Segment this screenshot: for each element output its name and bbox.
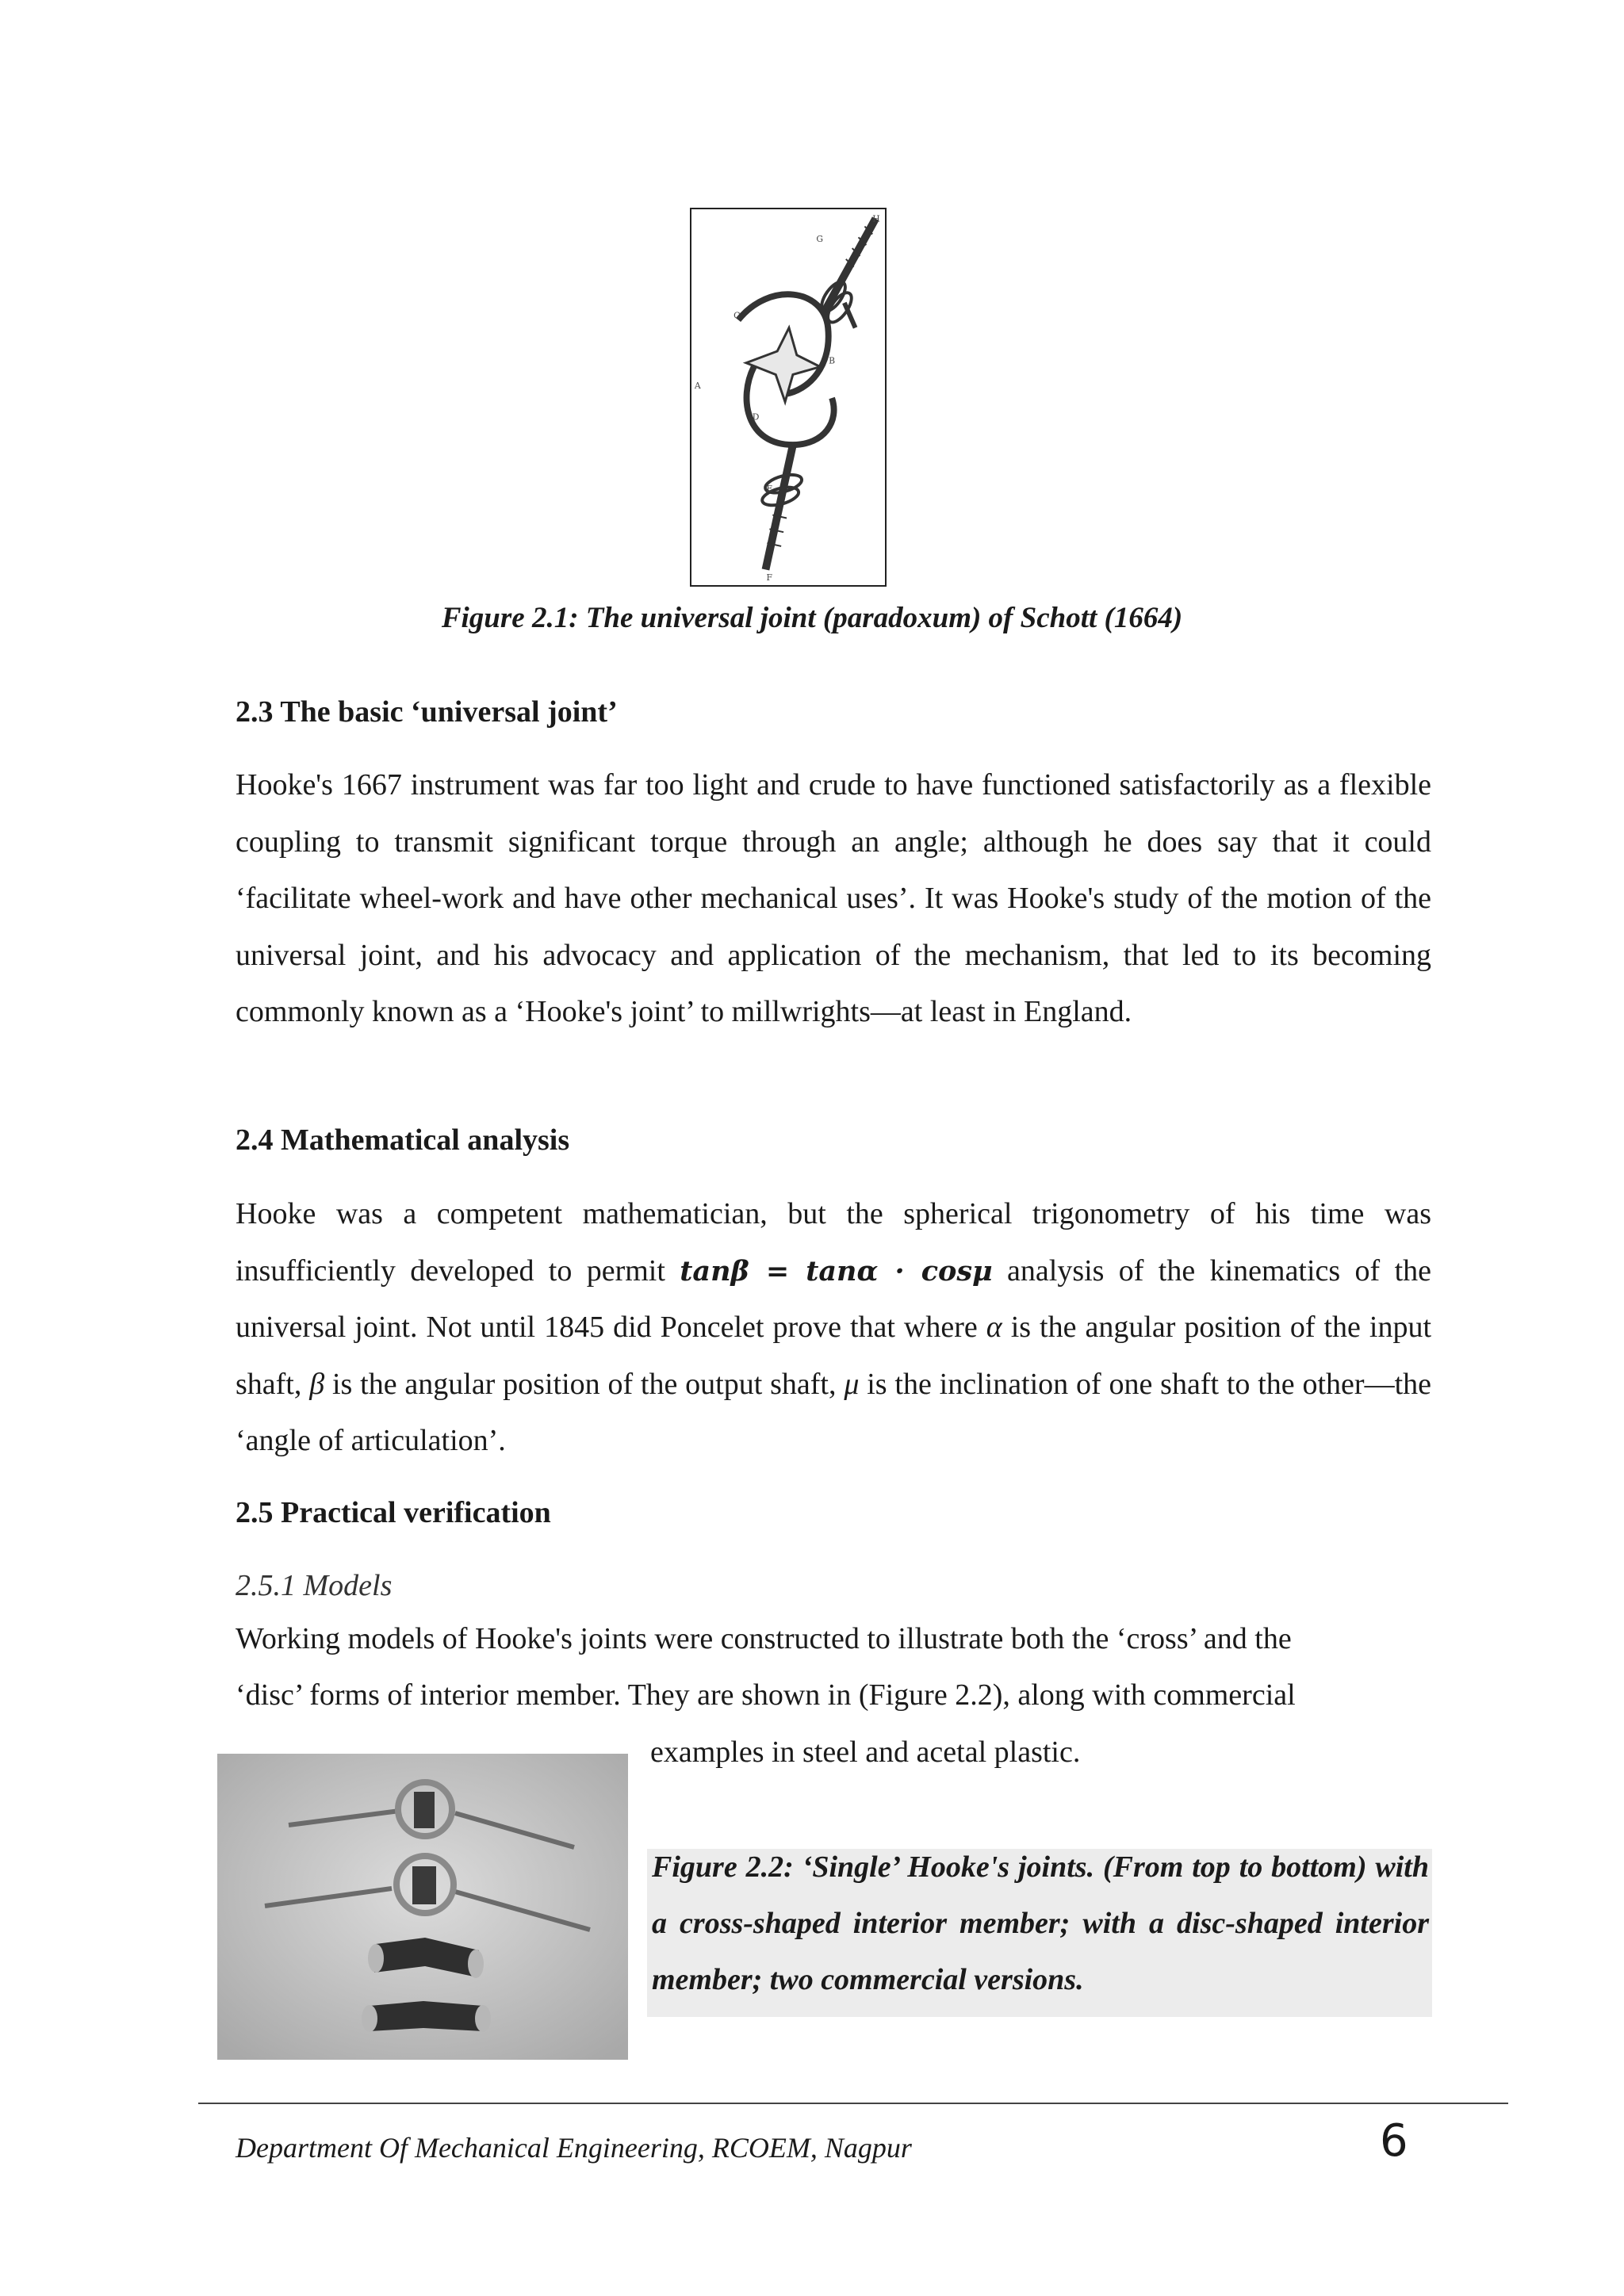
drawing-label-h: H (872, 213, 880, 224)
symbol-alpha: α (986, 1311, 1002, 1344)
figure-2-1-image (690, 208, 887, 587)
figure-2-2-photo (217, 1754, 628, 2060)
section-2-5-line-1: Working models of Hooke's joints were constructed to illustrate both the ‘cross’ and the (236, 1622, 1292, 1655)
section-2-3-paragraph: Hooke's 1667 instrument was far too light and crude to have functioned satisfactorily as a flexible coupling to transmit significant torque through an angle; although he does say that it could ‘facilitate wheel-work and have other mechanical uses’. It was Hooke's study of the motion of the universal joint, and his advocacy and application of the mechanism, that led to its becoming commonly known as a ‘Hooke's joint’ to millwrights—at least in England. (236, 768, 1431, 1028)
paragraph-text: is the angular position of the output shaft, (324, 1367, 845, 1401)
drawing-label-d: D (752, 411, 760, 423)
section-2-4-paragraph (236, 1186, 1431, 1470)
paragraph-text: Hooke was a competent mathematician, but the spherical trigonometry of his time was insufficiently developed to permit (236, 1197, 1431, 1288)
section-2-5-line-3: examples in steel and acetal plastic. (650, 1735, 1081, 1769)
section-2-4-heading: 2.4 Mathematical analysis (236, 1123, 570, 1157)
section-2-5-line-2: ‘disc’ forms of interior member. They are shown in (Figure 2.2), along with commercial (236, 1678, 1296, 1712)
footer-text: Department Of Mechanical Engineering, RCOEM, Nagpur (236, 2132, 912, 2164)
paragraph-text: analysis of the kinematics of the universal joint. Not until 1845 did Poncelet prove that where (236, 1253, 1431, 1344)
section-2-5-1-subheading: 2.5.1 Models (236, 1569, 393, 1602)
drawing-label-f: F (766, 572, 772, 584)
figure-2-1-caption: Figure 2.1: The universal joint (paradoxum) of Schott (1664) (441, 602, 1183, 634)
symbol-beta: β (309, 1367, 325, 1401)
drawing-label-e: E (766, 484, 773, 495)
figure-2-2-caption: Figure 2.2: ‘Single’ Hooke's joints. (From top to bottom) with a cross-shaped interior member; with a disc-shaped interior member; two commercial versions. (652, 1850, 1429, 1996)
drawing-label-b: B (829, 355, 836, 366)
drawing-label-a: A (694, 381, 701, 392)
hookes-joints-photo (217, 1754, 628, 2060)
footer-divider (198, 2103, 1508, 2104)
page-number: 6 (1380, 2115, 1408, 2167)
section-2-5-heading: 2.5 Practical verification (236, 1496, 551, 1529)
paragraph-text: is the angular position of the input shaft, (236, 1311, 1432, 1401)
drawing-label-c: C (733, 310, 741, 321)
paragraph-text: is the inclination of one shaft to the other—the ‘angle of articulation’. (236, 1367, 1432, 1457)
drawing-label-g: G (816, 234, 824, 245)
equation: tanβ = tanα · cosμ (680, 1254, 993, 1288)
universal-joint-drawing (691, 209, 885, 585)
section-2-3-heading: 2.3 The basic ‘universal joint’ (236, 695, 618, 729)
symbol-mu: μ (844, 1367, 860, 1401)
